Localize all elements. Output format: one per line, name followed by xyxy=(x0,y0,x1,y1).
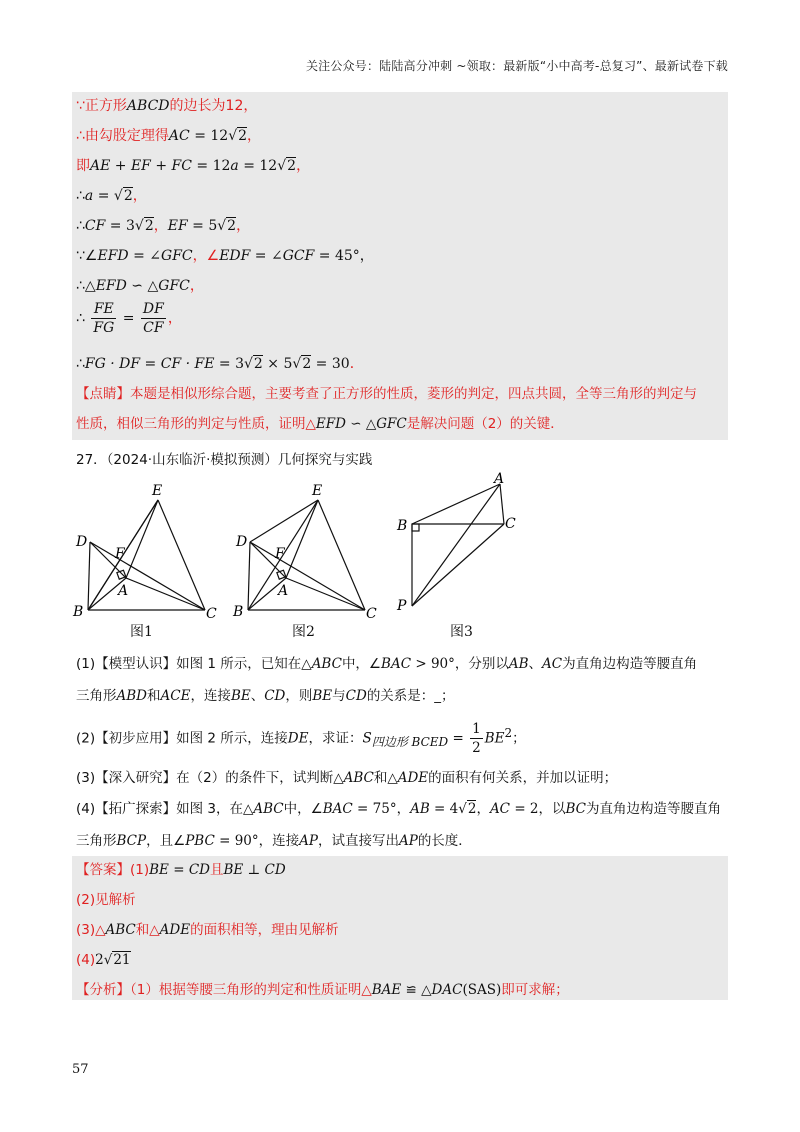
solution-line-3: 即AE + EF + FC = 12a = 12√2， xyxy=(76,158,311,174)
question-2: (2)【初步应用】如图 2 所示，连接DE，求证：$S_{四边形 BCED}$ = $\frac{1}{2}$ $BE^2$； xyxy=(76,721,526,756)
solution-line-1: ∵正方形ABCD的边长为12， xyxy=(76,98,258,114)
fig2-label-f: F xyxy=(275,546,285,562)
answer-line-4: (4)2√21 xyxy=(76,952,131,968)
question-1-line-1: (1)【模型认识】如图 1 所示，已知在△ABC中，∠BAC > 90°，分别以AB、AC为直角边构造等腰直角 xyxy=(76,656,698,672)
answer-line-3: (3)△ABC和△ADE的面积相等，理由见解析 xyxy=(76,922,339,938)
fig1-label-a: A xyxy=(118,583,129,599)
figure-1-caption: 图1 xyxy=(130,624,153,640)
fig2-label-c: C xyxy=(366,606,377,620)
analysis-line: 【分析】（1）根据等腰三角形的判定和性质证明△BAE ≌ △DAC(SAS)即可求解； xyxy=(76,982,569,998)
solution-line-7: ∴△EFD ∽ △GFC， xyxy=(76,278,204,294)
solution-line-9: ∴FG · DF = CF · FE = 3√2 × 5√2 = 30． xyxy=(76,356,364,372)
question-3: (3)【深入研究】在（2）的条件下，试判断△ABC和△ADE的面积有何关系，并加以证明； xyxy=(76,770,618,786)
solution-line-4: ∴a = √2， xyxy=(76,188,147,204)
fig3-label-c: C xyxy=(505,516,516,532)
fig1-label-c: C xyxy=(206,606,217,620)
answer-line-2: (2)见解析 xyxy=(76,892,136,908)
fig1-label-b: B xyxy=(73,604,84,620)
page-number: 57 xyxy=(72,1062,89,1077)
question-4-line-2: 三角形BCP，且∠PBC = 90°，连接AP，试直接写出AP的长度． xyxy=(76,833,472,849)
solution-line-8: ∴ $\frac{FE}{FG}$ = $\frac{DF}{CF}$ ， xyxy=(76,301,182,336)
problem-title: 27．（2024·山东临沂·模拟预测）几何探究与实践 xyxy=(76,452,373,468)
figure-2-caption: 图2 xyxy=(292,624,315,640)
question-1-line-2: 三角形ABD和ACE，连接BE、CD，则BE与CD的关系是：_； xyxy=(76,688,455,704)
solution-line-2: ∴由勾股定理得AC = 12√2， xyxy=(76,128,262,144)
solution-line-6: ∵∠EFD = ∠GFC，∠EDF = ∠GCF = 45°， xyxy=(76,248,374,264)
fig1-label-d: D xyxy=(76,534,88,550)
figure-3 xyxy=(392,472,532,617)
fig2-label-a: A xyxy=(278,583,289,599)
fig3-label-a: A xyxy=(494,472,505,487)
fig2-label-e: E xyxy=(312,483,323,499)
dianjing-line-2: 性质，相似三角形的判定与性质，证明△EFD ∽ △GFC是解决问题（2）的关键． xyxy=(76,416,564,432)
answer-line-1: 【答案】(1)BE = CD且BE ⊥ CD xyxy=(76,862,286,878)
question-4-line-1: (4)【拓广探索】如图 3，在△ABC中，∠BAC = 75°，AB = 4√2，AC = 2，以BC为直角边构造等腰直角 xyxy=(76,801,722,817)
figure-1 xyxy=(70,480,230,620)
solution-line-5: ∴CF = 3√2，EF = 5√2， xyxy=(76,218,251,234)
fig1-label-f: F xyxy=(115,546,125,562)
page-header: 关注公众号：陆陆高分冲刺 ~领取：最新版“小中高考-总复习”、最新试卷下载 xyxy=(305,59,728,73)
figure-3-caption: 图3 xyxy=(450,624,473,640)
fig1-label-e: E xyxy=(152,483,163,499)
fig3-label-p: P xyxy=(397,598,407,614)
dianjing-line-1: 【点睛】本题是相似形综合题，主要考查了正方形的性质，菱形的判定，四点共圆，全等三角形的判定与 xyxy=(76,386,697,402)
fig2-label-b: B xyxy=(233,604,244,620)
figure-2 xyxy=(230,480,390,620)
fig2-label-d: D xyxy=(236,534,248,550)
fig3-label-b: B xyxy=(397,518,408,534)
